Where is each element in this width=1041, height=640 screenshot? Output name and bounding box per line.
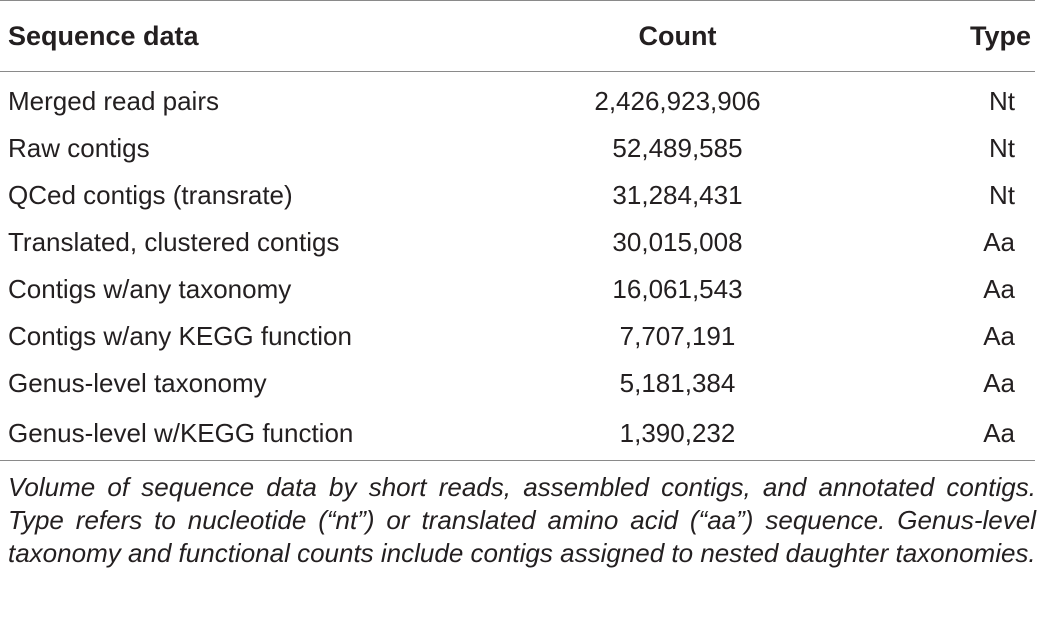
table-row — [0, 360, 1035, 407]
row-type: Nt — [989, 86, 1015, 116]
header-type: Type — [855, 1, 1035, 72]
row-count: 2,426,923,906 — [594, 86, 761, 116]
row-name: Contigs w/any KEGG function — [8, 321, 352, 351]
table-row — [0, 172, 1035, 219]
table-row — [0, 125, 1035, 172]
row-type: Aa — [983, 321, 1015, 351]
row-count: 5,181,384 — [619, 368, 736, 398]
row-name: Genus-level taxonomy — [8, 368, 267, 398]
row-count: 7,707,191 — [619, 321, 736, 351]
header-count: Count — [500, 1, 855, 72]
row-name: QCed contigs (transrate) — [8, 180, 293, 210]
table-row — [0, 313, 1035, 360]
row-name: Contigs w/any taxonomy — [8, 274, 292, 304]
table-row — [0, 266, 1035, 313]
header-sequence-data: Sequence data — [0, 1, 500, 72]
row-name: Raw contigs — [8, 133, 150, 163]
table-row — [0, 72, 1035, 126]
row-type: Aa — [983, 274, 1015, 304]
row-type: Nt — [989, 180, 1015, 210]
table-row — [0, 407, 1035, 461]
row-type: Aa — [983, 227, 1015, 257]
table-row — [0, 219, 1035, 266]
row-count: 30,015,008 — [612, 227, 743, 257]
row-count: 52,489,585 — [612, 133, 743, 163]
row-count: 31,284,431 — [612, 180, 743, 210]
row-name: Genus-level w/KEGG function — [0, 407, 500, 461]
table-body — [0, 72, 1035, 461]
table-header — [0, 1, 1035, 72]
row-type: Nt — [989, 133, 1015, 163]
table-caption: Volume of sequence data by short reads, assembled contigs, and annotated contigs. Type refers to nucleotide (“nt”) or translated amino acid (“aa”) sequence. Genus-level taxonomy and functional counts include contigs assigned to nested daughter taxonomies. — [8, 472, 1036, 568]
row-count: 1,390,232 — [500, 407, 855, 461]
row-name: Merged read pairs — [8, 86, 219, 116]
row-type: Aa — [855, 407, 1035, 461]
row-name: Translated, clustered contigs — [8, 227, 340, 257]
row-count: 16,061,543 — [612, 274, 743, 304]
header-row — [0, 1, 1035, 72]
row-type: Aa — [983, 368, 1015, 398]
